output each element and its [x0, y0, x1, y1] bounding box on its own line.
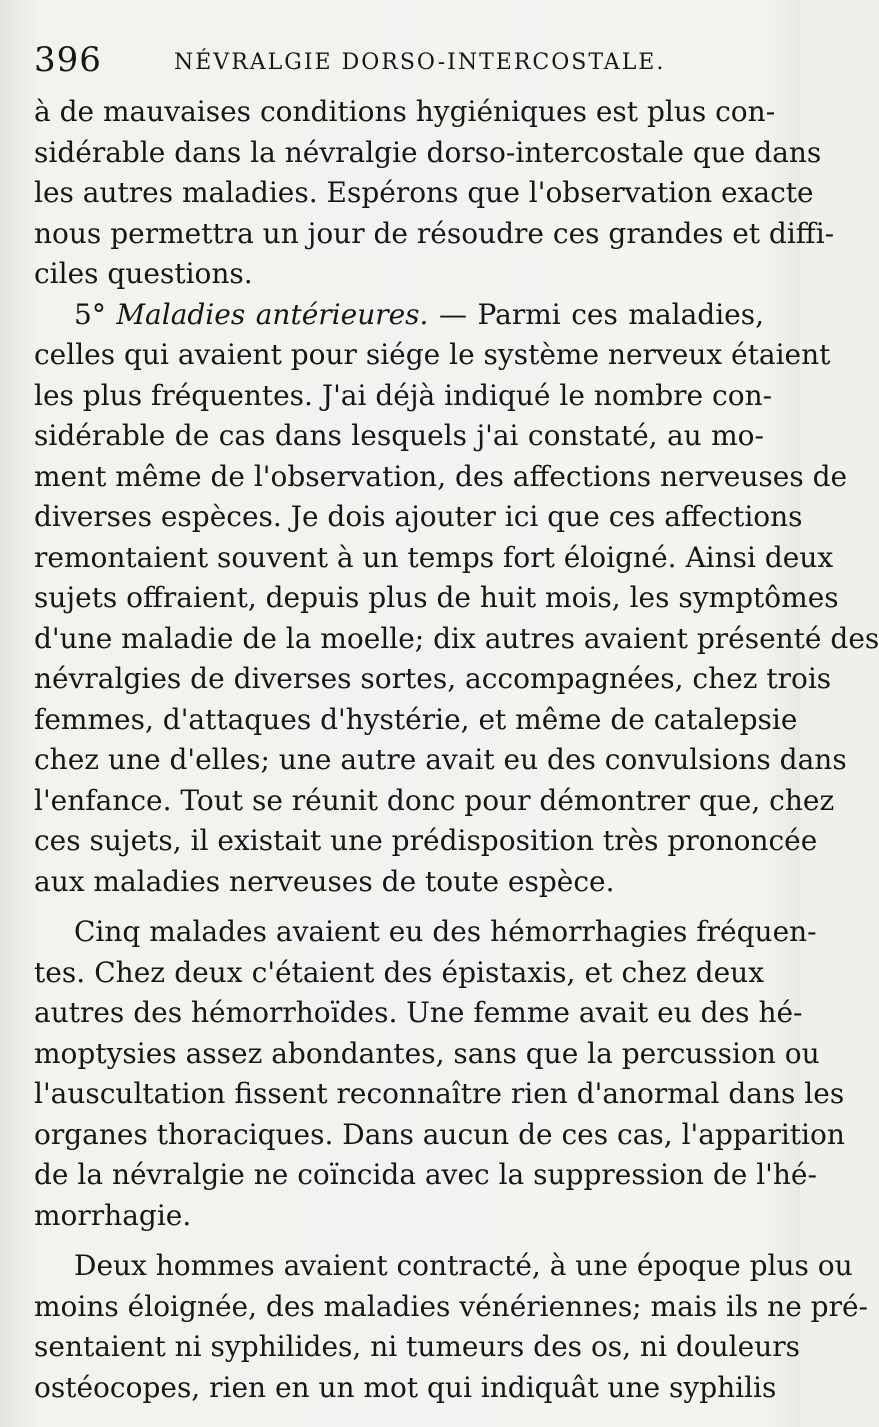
text-line: morrhagie. [34, 1198, 192, 1232]
text-line: névralgies de diverses sortes, accompagnées, chez trois [34, 662, 832, 695]
text-line: ment même de l'observation, des affections nerveuses de [34, 459, 848, 493]
text-line: sidérable dans la névralgie dorso-intercostale que dans [34, 135, 822, 169]
paragraph [34, 295, 879, 903]
text-line: diverses espèces. Je dois ajouter ici que ces affections [34, 500, 803, 533]
text-line: tes. Chez deux c'étaient des épistaxis, et chez deux [34, 955, 764, 989]
body-text [34, 92, 879, 1408]
text-line: Cinq malades avaient eu des hémorrhagies fréquen- [74, 915, 817, 948]
text-line: les plus fréquentes. J'ai déjà indiqué le nombre con- [34, 378, 773, 412]
text-line: ciles questions. [34, 257, 253, 290]
paragraph-gap [34, 1236, 764, 1246]
page-header [34, 40, 774, 84]
text-line: de la névralgie ne coïncida avec la suppression de l'hé- [34, 1158, 817, 1191]
section-heading-rest: — Parmi ces maladies, [439, 297, 765, 331]
text-line: Deux hommes avaient contracté, à une époque plus ou [74, 1249, 853, 1282]
text-line: autres des hémorrhoïdes. Une femme avait eu des hé- [34, 996, 803, 1029]
text-line: ostéocopes, rien en un mot qui indiquât une syphilis [34, 1370, 777, 1404]
text-line: aux maladies nerveuses de toute espèce. [34, 864, 615, 898]
paragraph [34, 92, 835, 295]
running-title: NÉVRALGIE DORSO-INTERCOSTALE. [174, 50, 666, 75]
text-line: ces sujets, il existait une prédisposition très prononcée [34, 824, 818, 857]
text-line: celles qui avaient pour siége le système nerveux étaient [34, 338, 831, 371]
page-number: 396 [34, 40, 102, 80]
text-line: les autres maladies. Espérons que l'observation exacte [34, 176, 814, 209]
text-line: moptysies assez abondantes, sans que la percussion ou [34, 1036, 820, 1070]
text-line: sentaient ni syphilides, ni tumeurs des os, ni douleurs [34, 1330, 800, 1363]
section-heading-line [34, 295, 764, 336]
text-line: l'enfance. Tout se réunit donc pour démontrer que, chez [34, 783, 835, 817]
text-line: femmes, d'attaques d'hystérie, et même de catalepsie [34, 702, 798, 736]
text-line: moins éloignée, des maladies vénériennes; mais ils ne pré- [34, 1289, 869, 1323]
text-line: nous permettra un jour de résoudre ces grandes et diffi- [34, 216, 835, 250]
section-number: 5° [74, 297, 106, 331]
text-line: organes thoraciques. Dans aucun de ces cas, l'apparition [34, 1117, 845, 1151]
paragraph-gap [34, 902, 764, 912]
section-title: Maladies antérieures. [116, 297, 429, 331]
text-line: chez une d'elles; une autre avait eu des convulsions dans [34, 743, 847, 776]
text-line: à de mauvaises conditions hygiéniques est plus con- [34, 95, 776, 128]
text-line: d'une maladie de la moelle; dix autres avaient présenté des [34, 621, 879, 655]
text-line: remontaient souvent à un temps fort éloigné. Ainsi deux [34, 540, 834, 574]
text-line: l'auscultation fissent reconnaître rien d'anormal dans les [34, 1077, 845, 1110]
text-line: sidérable de cas dans lesquels j'ai constaté, au mo- [34, 419, 764, 452]
text-line: sujets offraient, depuis plus de huit mois, les symptômes [34, 581, 839, 614]
paragraph [34, 912, 845, 1236]
paragraph [34, 1246, 869, 1408]
